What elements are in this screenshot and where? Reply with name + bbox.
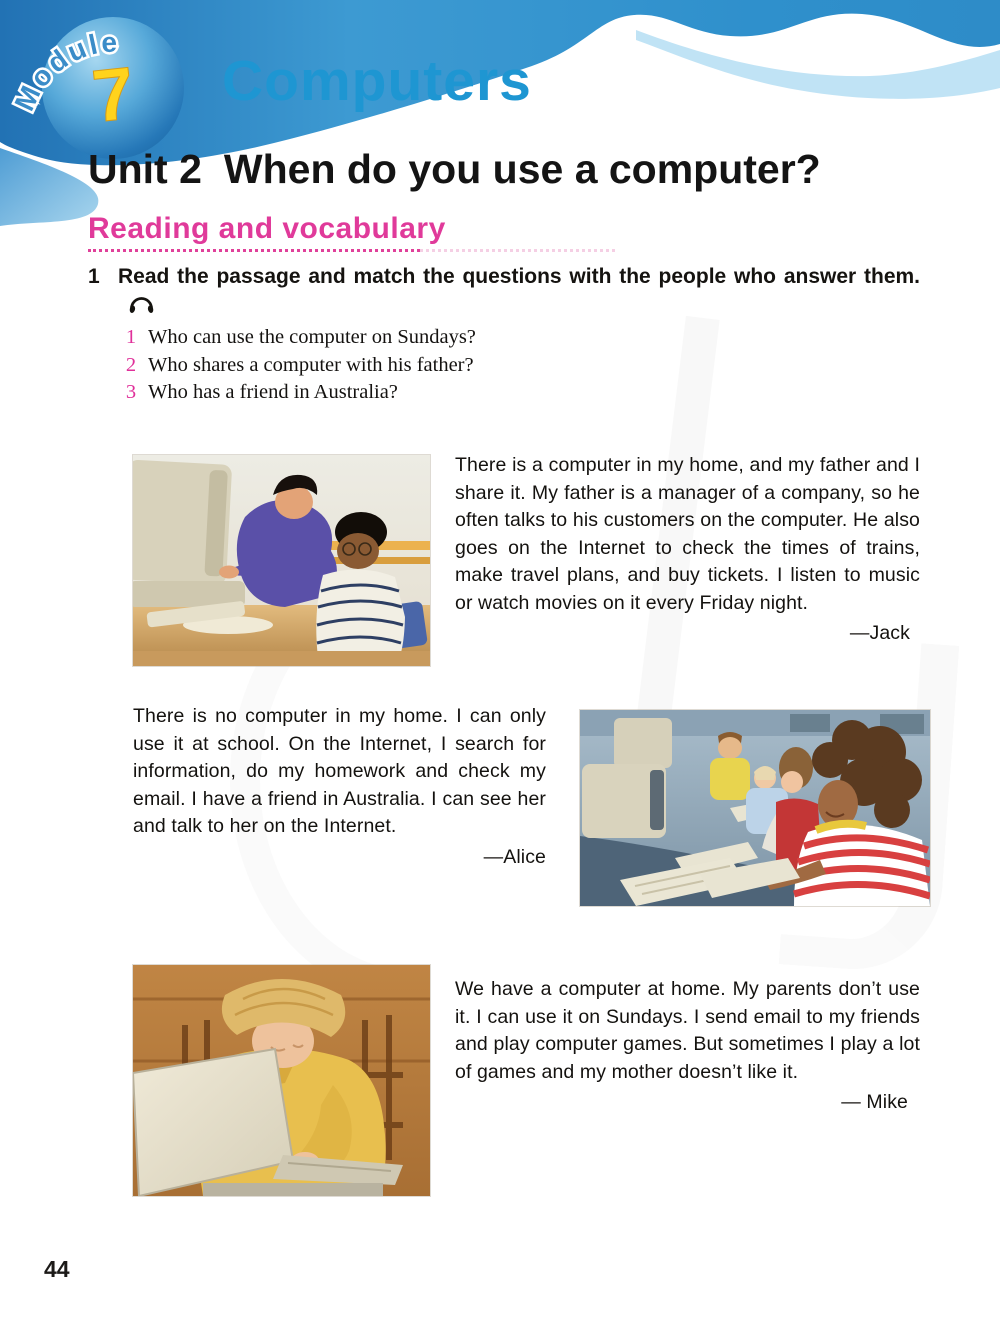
photo-alice — [580, 710, 930, 906]
unit-title — [88, 146, 821, 193]
passage-text: There is a computer in my home, and my father and I share it. My father is a manager of a company, so he often talks to his customers on the computer. He also goes on the Internet to check the times of trains, make travel plans, and buy tickets. I listen to music or watch movies on it every Friday night. — [455, 454, 920, 614]
photo-mike — [133, 965, 430, 1196]
headphones-icon — [128, 292, 155, 316]
exercise-number: 1 — [88, 265, 100, 288]
exercise-instruction — [88, 262, 944, 320]
page-number: 44 — [44, 1256, 70, 1282]
header-light-wave — [636, 30, 1000, 99]
question-item — [124, 324, 476, 352]
question-number: 3 — [125, 381, 137, 404]
photo-jack — [133, 455, 430, 666]
instruction-text: Read the passage and match the questions with the people who answer them. — [118, 265, 920, 288]
signature-jack: —Jack — [849, 622, 910, 644]
question-item — [124, 352, 476, 380]
module-number: 7 — [88, 51, 139, 138]
header-wave-graphic — [0, 0, 1000, 240]
passage-alice — [133, 703, 546, 871]
signature-alice: —Alice — [483, 845, 546, 868]
exercise-instruction-text — [118, 262, 920, 320]
question-text: Who has a friend in Australia? — [148, 381, 398, 404]
section-title: Reading and vocabulary — [88, 212, 446, 245]
section-underline — [88, 249, 420, 252]
question-text: Who can use the computer on Sundays? — [148, 326, 476, 348]
book-title: Computers — [222, 49, 532, 113]
question-number: 1 — [125, 326, 137, 348]
question-number: 2 — [125, 353, 137, 376]
passage-text: There is no computer in my home. I can only use it at school. On the Internet, I search for information, do my homework and check my email. I have a friend in Australia. I can see her and talk to her on the Internet. — [133, 705, 546, 837]
passage-jack — [455, 452, 920, 648]
section-underline-faint — [420, 249, 615, 252]
signature-mike: — Mike — [841, 1091, 908, 1113]
passage-mike — [455, 976, 920, 1117]
passage-text: We have a computer at home. My parents don’t use it. I can use it on Sundays. I send email to my friends and play computer games. But sometimes I play a lot of games and my mother doesn’t like it. — [455, 978, 920, 1083]
question-item — [124, 379, 476, 407]
module-label: Module — [8, 26, 121, 116]
unit-question: When do you use a computer? — [223, 146, 821, 192]
question-text: Who shares a computer with his father? — [148, 353, 474, 376]
unit-label: Unit 2 — [88, 146, 202, 192]
question-list — [124, 324, 476, 407]
